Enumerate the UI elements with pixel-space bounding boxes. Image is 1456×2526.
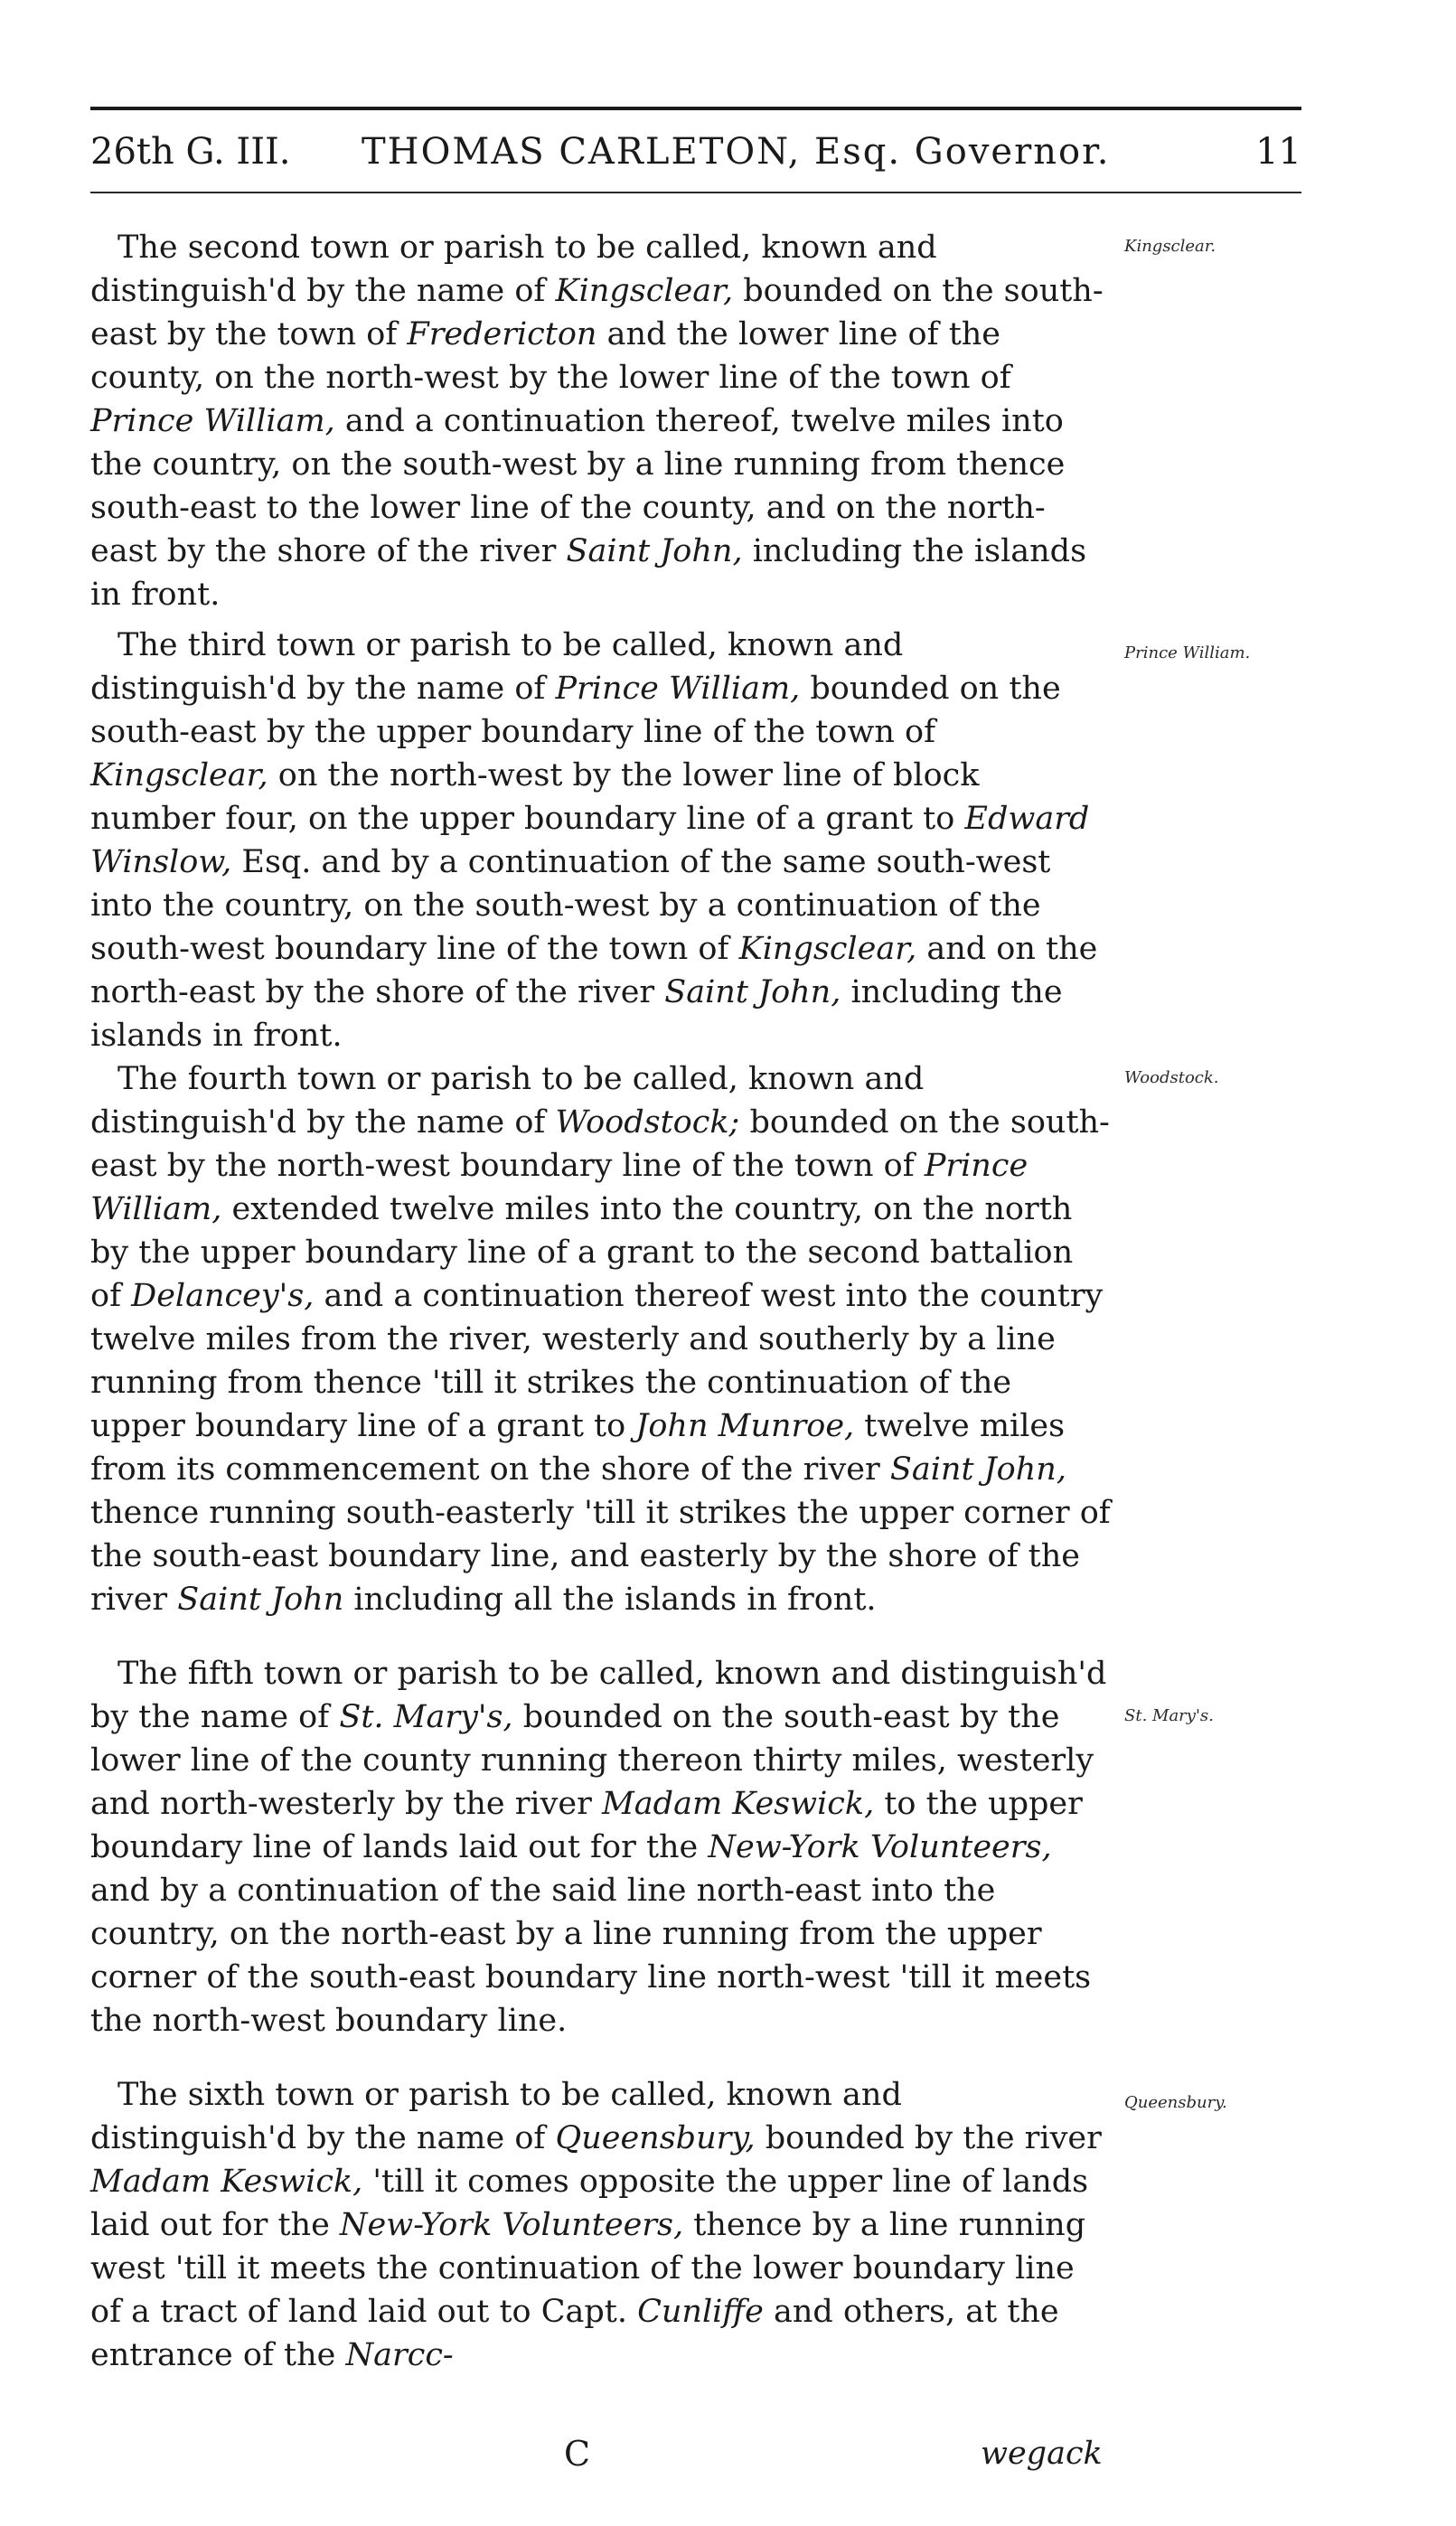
margin-note-kingsclear: Kingsclear. <box>1124 237 1216 256</box>
running-header <box>90 125 1301 179</box>
header-top-rule <box>90 107 1301 110</box>
text-run: The third town or parish to be called, known and distinguish'd by the name of <box>90 627 904 707</box>
header-title: THOMAS CARLETON, Esq. Governor. <box>362 131 1111 173</box>
page-footer <box>0 2431 1456 2476</box>
italic-text-run: Kingsclear, <box>738 931 917 967</box>
page-number: 11 <box>1255 131 1301 173</box>
italic-text-run: New-York Volunteers, <box>339 2207 684 2243</box>
text-run: twelve miles from its commencement on the shore of the river <box>90 1408 1066 1488</box>
italic-text-run: Woodstock; <box>555 1104 740 1141</box>
text-run: and others, at the entrance of the <box>90 2294 1059 2373</box>
paragraph-woodstock <box>90 1057 1112 1621</box>
paragraph-queensbury <box>90 2073 1112 2377</box>
text-run: and a continuation thereof, twelve miles into the country, on the south-west by a line running from thence south-east to the lower line of the county, and on the north-east by the shore of the river <box>90 403 1066 569</box>
italic-text-run: Saint John, <box>566 533 743 569</box>
text-run: including the islands in front. <box>90 974 1063 1054</box>
text-run: bounded by the river <box>755 2120 1102 2156</box>
text-run: The sixth town or parish to be called, known and distinguish'd by the name of <box>90 2077 902 2156</box>
catchword: wegack <box>981 2436 1103 2472</box>
text-run: to the upper boundary line of lands laid out for the <box>90 1786 1083 1865</box>
text-run: and a continuation thereof west into the country twelve miles from the river, westerly and southerly by a line running from thence 'till it strikes the continuation of the upper boundary line of a grant to <box>90 1278 1104 1444</box>
margin-note-queensbury: Queensbury. <box>1124 2093 1227 2112</box>
italic-text-run: St. Mary's, <box>339 1699 513 1735</box>
margin-note-st-marys: St. Mary's. <box>1124 1706 1214 1725</box>
italic-text-run: Prince William, <box>90 403 335 439</box>
text-run: bounded on the south-east by the upper boundary line of the town of <box>90 671 1061 750</box>
text-run: 'till it comes opposite the upper line of lands laid out for the <box>90 2164 1089 2243</box>
italic-text-run: Delancey's, <box>131 1278 315 1314</box>
text-run: The fourth town or parish to be called, known and distinguish'd by the name of <box>90 1061 925 1141</box>
paragraph-st-marys <box>90 1652 1112 2042</box>
italic-text-run: Prince William, <box>90 1148 1029 1227</box>
margin-note-woodstock: Woodstock. <box>1124 1068 1219 1087</box>
signature-mark: C <box>564 2434 591 2474</box>
paragraph-prince-william <box>90 624 1112 1057</box>
italic-text-run: Cunliffe <box>637 2294 764 2330</box>
text-run: and the lower line of the county, on the north-west by the lower line of the town of <box>90 316 1011 396</box>
italic-text-run: John Munroe, <box>635 1408 855 1444</box>
italic-text-run: Edward Winslow, <box>90 801 1090 880</box>
italic-text-run: Kingsclear, <box>555 273 734 309</box>
italic-text-run: Narcc- <box>345 2337 454 2373</box>
header-bottom-rule <box>90 192 1301 193</box>
text-run: bounded on the south-east by the lower line of the county running thereon thirty miles, westerly and north-westerly by the river <box>90 1699 1094 1822</box>
margin-note-prince-william: Prince William. <box>1124 643 1251 662</box>
text-run: and on the north-east by the shore of the river <box>90 931 1098 1010</box>
italic-text-run: Saint John <box>177 1582 344 1618</box>
italic-text-run: Madam Keswick, <box>601 1786 875 1822</box>
italic-text-run: Queensbury, <box>555 2120 756 2156</box>
paragraph-kingsclear <box>90 226 1112 616</box>
text-run: including the islands in front. <box>90 533 1087 613</box>
text-run: and by a continuation of the said line north-east into the country, on the north-east by a line running from the upper corner of the south-east boundary line north-west 'till it meets the north-west boundary line. <box>90 1873 1092 2039</box>
text-run: on the north-west by the lower line of block number four, on the upper boundary line of a grant to <box>90 757 980 837</box>
italic-text-run: Saint John, <box>664 974 841 1010</box>
text-run: bounded on the south-east by the town of <box>90 273 1104 352</box>
italic-text-run: Fredericton <box>407 316 597 352</box>
text-run: thence by a line running west 'till it meets the continuation of the lower boundary line of a tract of land laid out to Capt. <box>90 2207 1086 2330</box>
italic-text-run: Kingsclear, <box>90 757 268 793</box>
text-run: The fifth town or parish to be called, known and distinguish'd by the name of <box>90 1656 1107 1735</box>
text-run: The second town or parish to be called, known and distinguish'd by the name of <box>90 230 937 309</box>
text-run: bounded on the south-east by the north-west boundary line of the town of <box>90 1104 1110 1184</box>
header-regnal-year: 26th G. III. <box>90 131 291 173</box>
text-run: thence running south-easterly 'till it strikes the upper corner of the south-east boundary line, and easterly by the shore of the river <box>90 1495 1111 1618</box>
text-run: including all the islands in front. <box>343 1582 877 1618</box>
text-run: extended twelve miles into the country, on the north by the upper boundary line of a grant to the second battalion of <box>90 1191 1074 1314</box>
text-run: Esq. and by a continuation of the same south-west into the country, on the south-west by a continuation of the south-west boundary line of the town of <box>90 844 1051 967</box>
italic-text-run: Saint John, <box>889 1451 1066 1488</box>
italic-text-run: Prince William, <box>555 671 801 707</box>
italic-text-run: New-York Volunteers, <box>708 1829 1052 1865</box>
italic-text-run: Madam Keswick, <box>90 2164 363 2200</box>
